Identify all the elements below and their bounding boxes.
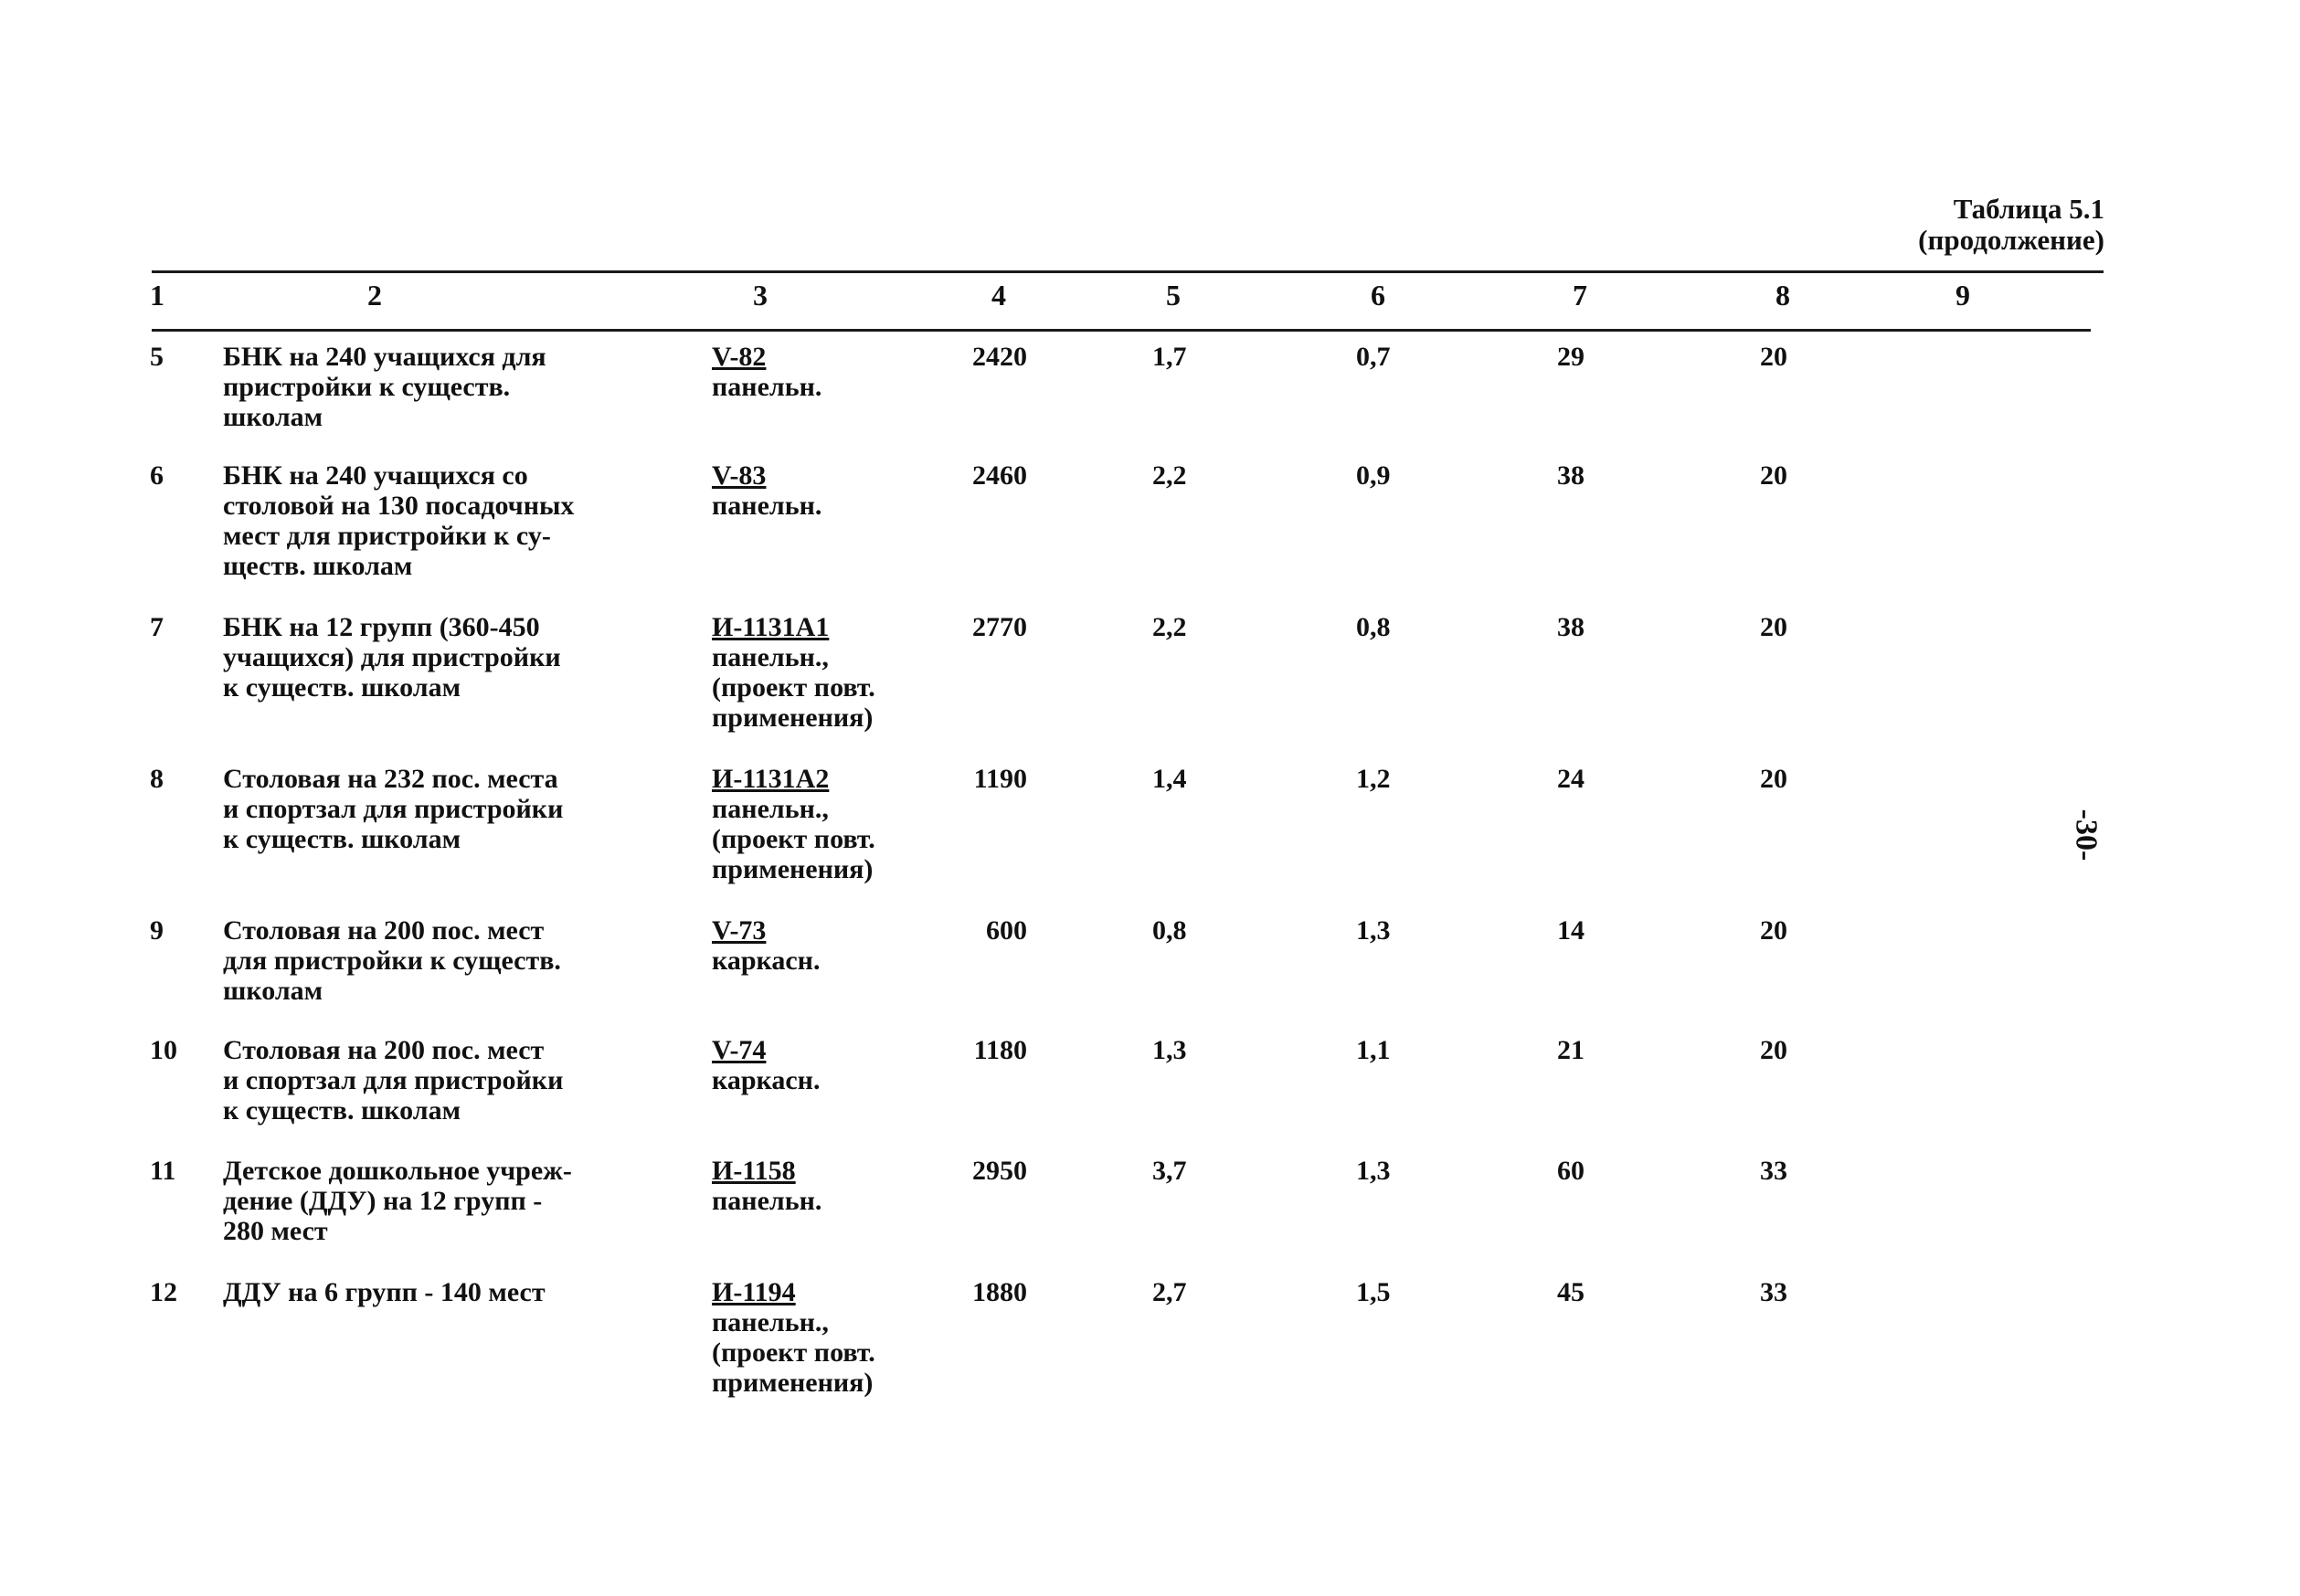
value-col-4: 2770 — [972, 612, 1027, 642]
project-code — [712, 1277, 949, 1398]
column-header-4: 4 — [991, 279, 1006, 312]
object-name: Столовая на 200 пос. мест и спортзал для пристройки к существ. школам — [223, 1035, 564, 1126]
object-name: БНК на 240 учащихся для пристройки к существ. школам — [223, 342, 546, 432]
value-col-4: 600 — [986, 915, 1027, 946]
object-name: БНК на 12 групп (360-450 учащихся) для пристройки к существ. школам — [223, 612, 561, 703]
project-note: панельн., — [712, 794, 829, 824]
project-note: панельн., — [712, 1307, 829, 1337]
column-header-row — [0, 279, 2300, 320]
row-number: 8 — [150, 764, 164, 794]
value-col-8: 20 — [1760, 764, 1787, 794]
column-header-6: 6 — [1371, 279, 1385, 312]
row-number: 7 — [150, 612, 164, 642]
value-col-7: 21 — [1557, 1035, 1585, 1065]
project-series: И-1158 — [712, 1156, 796, 1186]
value-col-5: 0,8 — [1152, 915, 1187, 946]
table-row — [0, 612, 2300, 764]
value-col-4: 1190 — [973, 764, 1027, 794]
value-col-7: 38 — [1557, 612, 1585, 642]
value-col-6: 0,8 — [1356, 612, 1391, 642]
project-note: (проект повт. — [712, 824, 875, 854]
table-caption — [1918, 194, 2104, 256]
value-col-8: 33 — [1760, 1156, 1787, 1186]
project-code — [712, 612, 949, 733]
project-note: каркасн. — [712, 946, 821, 976]
value-col-6: 0,9 — [1356, 460, 1391, 491]
value-col-4: 1880 — [972, 1277, 1027, 1307]
project-note: панельн. — [712, 372, 822, 402]
row-number: 6 — [150, 460, 164, 491]
column-header-5: 5 — [1166, 279, 1181, 312]
object-name: Столовая на 200 пос. мест для пристройки к существ. школам — [223, 915, 561, 1006]
value-col-6: 1,1 — [1356, 1035, 1391, 1065]
value-col-4: 2420 — [972, 342, 1027, 372]
project-note: (проект повт. — [712, 672, 875, 703]
project-series: И-1131А1 — [712, 612, 830, 642]
column-header-9: 9 — [1956, 279, 1970, 312]
project-code — [712, 1035, 949, 1095]
table-row — [0, 342, 2300, 460]
table-header-rule — [152, 329, 2091, 332]
row-number: 10 — [150, 1035, 177, 1065]
caption-continuation: (продолжение) — [1918, 224, 2104, 256]
value-col-8: 33 — [1760, 1277, 1787, 1307]
row-number: 11 — [150, 1156, 176, 1186]
value-col-7: 45 — [1557, 1277, 1585, 1307]
value-col-6: 1,3 — [1356, 915, 1391, 946]
project-code — [712, 460, 949, 521]
value-col-4: 2460 — [972, 460, 1027, 491]
table-top-rule — [152, 270, 2104, 273]
page-number: -30- — [2069, 809, 2103, 861]
project-note: панельн. — [712, 491, 822, 521]
value-col-8: 20 — [1760, 342, 1787, 372]
column-header-1: 1 — [150, 279, 164, 312]
project-series: И-1194 — [712, 1277, 796, 1307]
object-name: ДДУ на 6 групп - 140 мест — [223, 1277, 546, 1307]
value-col-7: 14 — [1557, 915, 1585, 946]
value-col-4: 2950 — [972, 1156, 1027, 1186]
value-col-7: 60 — [1557, 1156, 1585, 1186]
object-name: Детское дошкольное учреж- дение (ДДУ) на 12 групп - 280 мест — [223, 1156, 572, 1246]
value-col-6: 1,2 — [1356, 764, 1391, 794]
project-code — [712, 342, 949, 402]
column-header-7: 7 — [1573, 279, 1587, 312]
project-note: применения) — [712, 854, 874, 884]
project-code — [712, 764, 949, 884]
object-name: БНК на 240 учащихся со столовой на 130 посадочных мест для пристройки к су- ществ. школам — [223, 460, 575, 581]
value-col-7: 29 — [1557, 342, 1585, 372]
row-number: 5 — [150, 342, 164, 372]
project-series: V-83 — [712, 460, 767, 491]
value-col-8: 20 — [1760, 612, 1787, 642]
value-col-5: 3,7 — [1152, 1156, 1187, 1186]
table-row — [0, 915, 2300, 1035]
table-row — [0, 1277, 2300, 1405]
table-body — [0, 342, 2300, 1405]
project-series: И-1131А2 — [712, 764, 830, 794]
object-name: Столовая на 232 пос. места и спортзал для пристройки к существ. школам — [223, 764, 564, 854]
table-row — [0, 1156, 2300, 1277]
project-series: V-74 — [712, 1035, 767, 1065]
value-col-8: 20 — [1760, 460, 1787, 491]
row-number: 9 — [150, 915, 164, 946]
project-series: V-82 — [712, 342, 767, 372]
column-header-2: 2 — [367, 279, 382, 312]
project-note: панельн. — [712, 1186, 822, 1216]
value-col-5: 1,7 — [1152, 342, 1187, 372]
row-number: 12 — [150, 1277, 177, 1307]
value-col-5: 2,7 — [1152, 1277, 1187, 1307]
table-row — [0, 460, 2300, 612]
value-col-8: 20 — [1760, 1035, 1787, 1065]
value-col-6: 1,3 — [1356, 1156, 1391, 1186]
column-header-8: 8 — [1775, 279, 1790, 312]
value-col-5: 1,4 — [1152, 764, 1187, 794]
project-note: каркасн. — [712, 1065, 821, 1095]
value-col-5: 2,2 — [1152, 460, 1187, 491]
value-col-6: 0,7 — [1356, 342, 1391, 372]
value-col-7: 24 — [1557, 764, 1585, 794]
column-header-3: 3 — [753, 279, 768, 312]
value-col-5: 1,3 — [1152, 1035, 1187, 1065]
value-col-4: 1180 — [973, 1035, 1027, 1065]
caption-title: Таблица 5.1 — [1953, 193, 2104, 225]
project-code — [712, 915, 949, 976]
project-code — [712, 1156, 949, 1216]
project-note: применения) — [712, 703, 874, 733]
project-note: применения) — [712, 1368, 874, 1398]
table-row — [0, 1035, 2300, 1156]
project-series: V-73 — [712, 915, 767, 946]
table-row — [0, 764, 2300, 915]
project-note: (проект повт. — [712, 1337, 875, 1368]
project-note: панельн., — [712, 642, 829, 672]
value-col-5: 2,2 — [1152, 612, 1187, 642]
value-col-7: 38 — [1557, 460, 1585, 491]
value-col-8: 20 — [1760, 915, 1787, 946]
value-col-6: 1,5 — [1356, 1277, 1391, 1307]
